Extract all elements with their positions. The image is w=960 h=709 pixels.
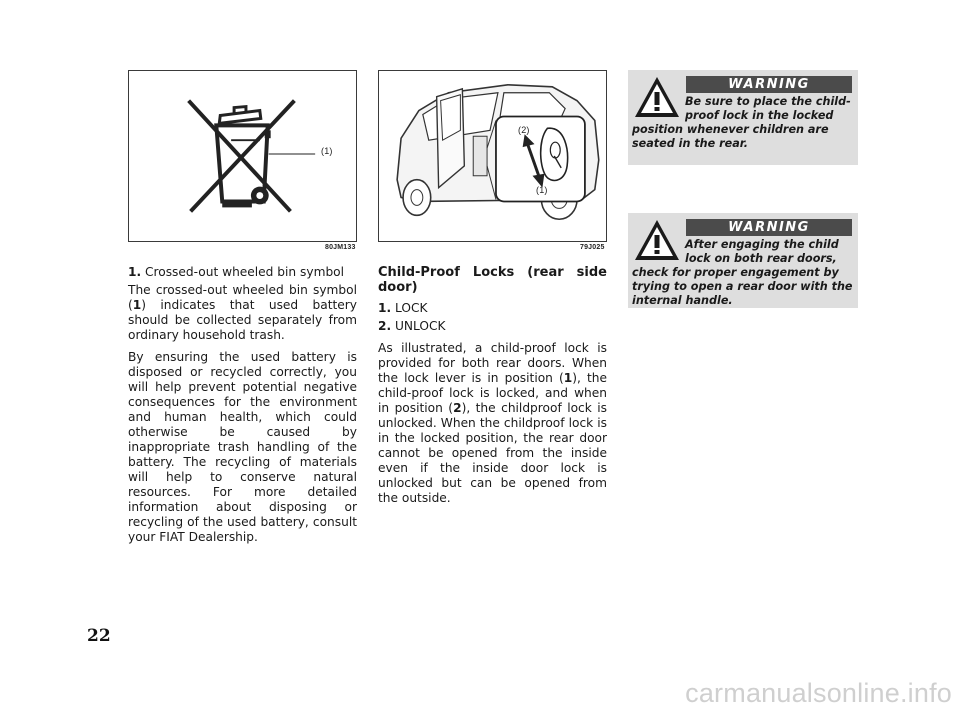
warning-box (628, 213, 858, 308)
bin-figure (128, 70, 357, 242)
warning-label: WARNING (686, 76, 852, 93)
bin-symbol-text (128, 265, 357, 552)
crossed-bin-icon (129, 71, 356, 241)
item-text: Crossed-out wheeled bin symbol (145, 265, 345, 279)
section-title: Child-Proof Locks (rear side door) (378, 265, 607, 295)
warning-box (628, 70, 858, 165)
paragraph-text: As illustrated, a child-proof lock is provided for both rear doors. When the lock lever is in position ( (378, 341, 607, 385)
watermark: carmanualsonline.info (685, 678, 952, 708)
item-text: LOCK (395, 301, 428, 315)
warning-text: After engaging the child lock on both rear doors, check for proper engagement by trying to open a rear door with the internal handle. (632, 238, 853, 307)
car-lock-figure (378, 70, 607, 242)
callout-ref: 1 (132, 298, 142, 312)
callout-ref: 2 (453, 401, 462, 415)
paragraph-text: ), the childproof lock is unlocked. When the childproof lock is in the locked position, the rear door cannot be opened from the inside even if the inside door lock is unlocked but can be opened from the outside. (378, 401, 607, 505)
item-number: 2. (378, 319, 392, 333)
item-number: 1. (128, 265, 142, 279)
item-number: 1. (378, 301, 392, 315)
item-text: UNLOCK (395, 319, 446, 333)
figure-callout: (1) (321, 146, 333, 156)
child-lock-illustration (379, 71, 606, 241)
page-number: 22 (87, 626, 111, 646)
unlock-callout: (2) (518, 125, 530, 135)
paragraph: By ensuring the used battery is disposed or recycled correctly, you will help prevent potential negative consequences for the environment and human health, which could otherwise be caused by inappropriate trash handling of the battery. The recycling of materials will help to conserve natural resources. For more detailed information about disposing or recycling of the used battery, consult your FIAT Dealership. (128, 350, 357, 544)
lock-callout: (1) (536, 185, 548, 195)
callout-ref: 1 (563, 371, 573, 385)
warning-label: WARNING (686, 219, 852, 236)
figure-code: 79J025 (580, 244, 605, 251)
paragraph-text: ), the child-proof lock is locked, and when in position ( (378, 371, 607, 415)
paragraph-text: The crossed-out wheeled bin symbol ( (128, 283, 357, 312)
child-lock-text (378, 265, 607, 513)
warning-text: Be sure to place the child-proof lock in the locked position whenever children are seated in the rear. (632, 95, 851, 150)
figure-code: 80JM133 (325, 244, 356, 251)
paragraph-text: ) indicates that used battery should be collected separately from ordinary household trash. (128, 298, 357, 342)
